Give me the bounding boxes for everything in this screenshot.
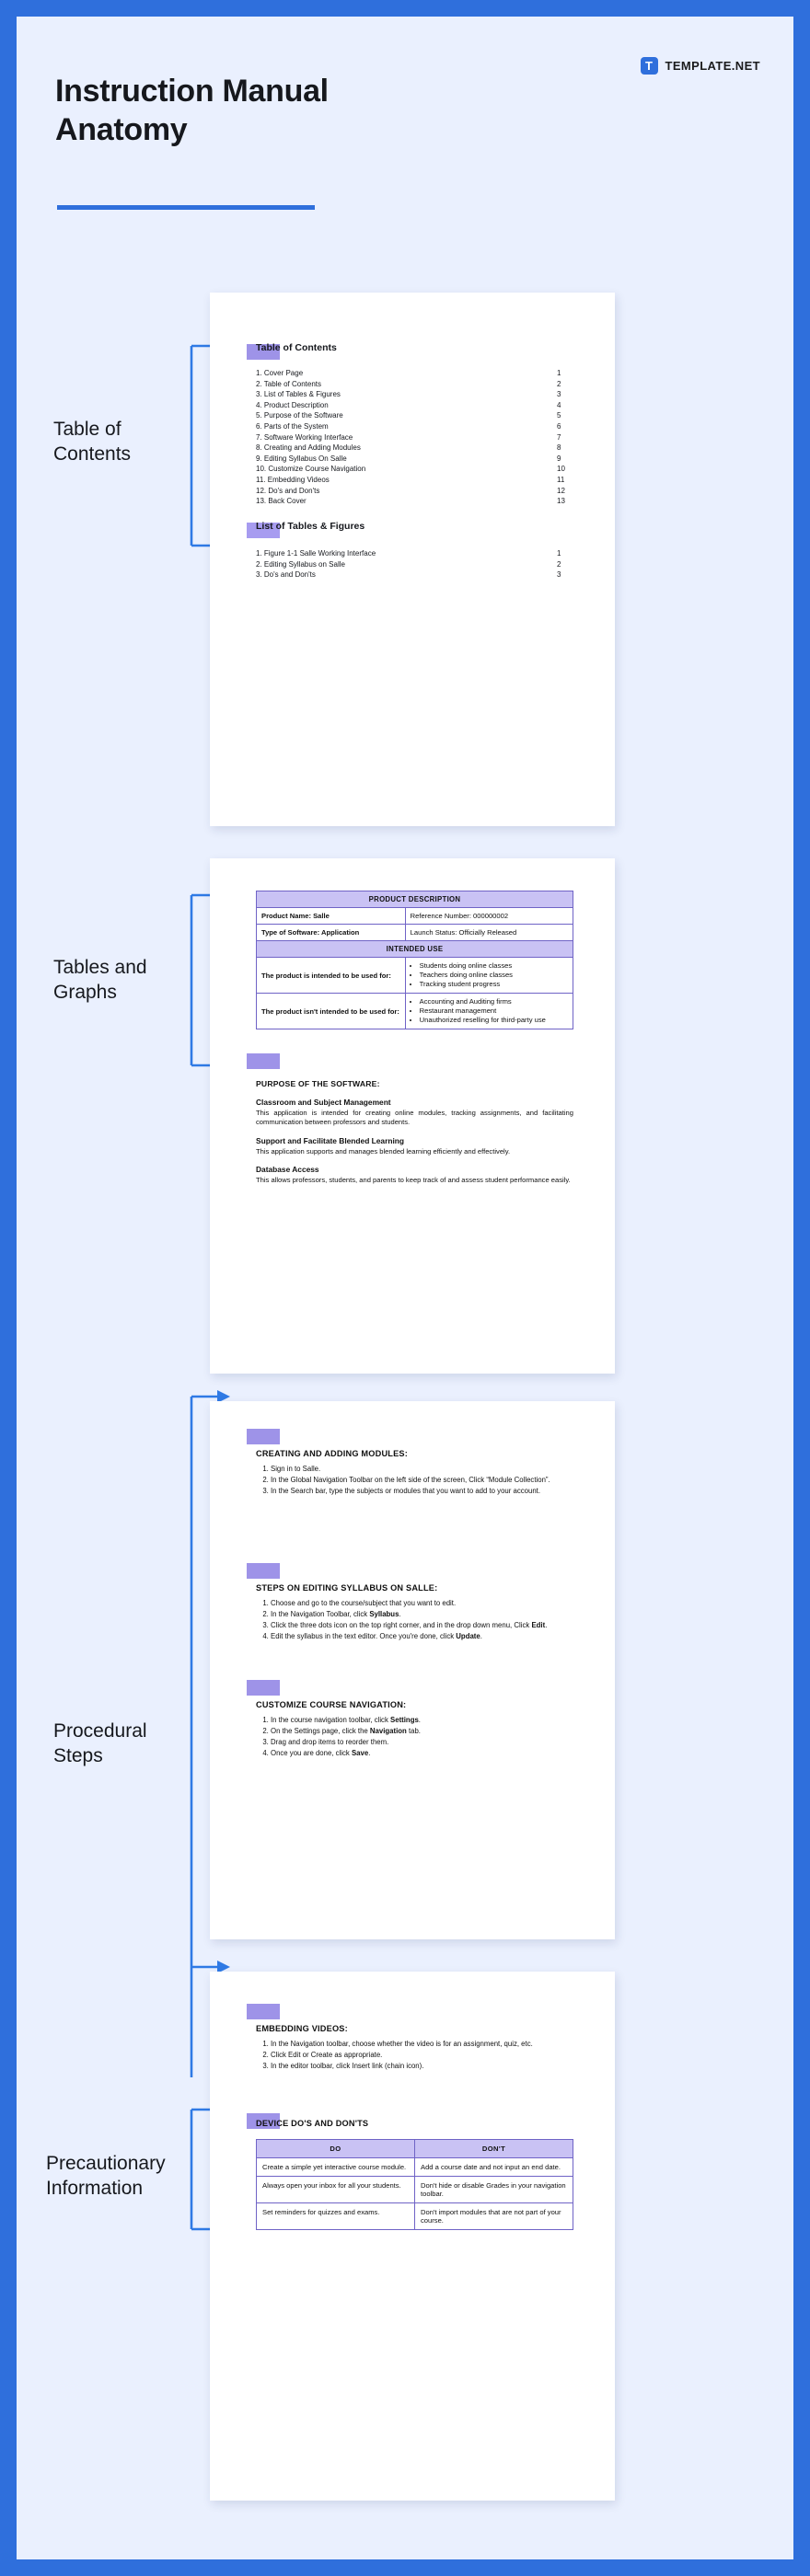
- purpose-block: [256, 1165, 573, 1185]
- donts-col-dont: DON'T: [415, 2140, 573, 2158]
- purpose-section: [256, 1079, 573, 1194]
- navigation-section: [256, 1700, 573, 1759]
- list-item: • Tracking student progress: [420, 980, 568, 988]
- donts-heading: DEVICE DO'S AND DON'TS: [256, 2119, 369, 2128]
- toc-list: [256, 368, 573, 507]
- step-item: 2. On the Settings page, click the Navigation tab.: [271, 1726, 573, 1736]
- list-item-page: 1: [557, 369, 561, 377]
- syllabus-section: [256, 1583, 573, 1642]
- step-item: 3. In the editor toolbar, click Insert link (chain icon).: [271, 2061, 573, 2071]
- annotation-line2: Information: [46, 2178, 144, 2199]
- annotation-line1: Tables and: [53, 957, 147, 978]
- list-item-label: 5. Purpose of the Software: [256, 411, 343, 420]
- purpose-heading: PURPOSE OF THE SOFTWARE:: [256, 1079, 380, 1088]
- figures-heading: List of Tables & Figures: [256, 521, 365, 532]
- list-item-page: 9: [557, 454, 561, 463]
- list-item: [256, 432, 573, 443]
- table-cell: Create a simple yet interactive course module.: [257, 2158, 415, 2177]
- brand-logo: [641, 57, 761, 75]
- step-item: 2. In the Global Navigation Toolbar on the left side of the screen, Click “Module Collection”.: [271, 1475, 573, 1485]
- list-item-label: 7. Software Working Interface: [256, 432, 353, 442]
- software-type-cell: Type of Software: Application: [257, 925, 406, 941]
- reference-number-cell: Reference Number: 000000002: [405, 908, 573, 925]
- product-table-title: PRODUCT DESCRIPTION: [257, 891, 573, 908]
- list-item-label: 8. Creating and Adding Modules: [256, 443, 361, 453]
- list-item-page: 6: [557, 421, 561, 431]
- step-item: 1. In the Navigation toolbar, choose whether the video is for an assignment, quiz, etc.: [271, 2039, 573, 2049]
- title-underline: [57, 205, 315, 210]
- purpose-block-body: This application supports and manages blended learning efficiently and effectively.: [256, 1146, 511, 1156]
- list-item-page: 11: [557, 475, 565, 484]
- navigation-heading: CUSTOMIZE COURSE NAVIGATION:: [256, 1700, 407, 1709]
- step-item: 2. In the Navigation Toolbar, click Syllabus.: [271, 1609, 573, 1619]
- table-cell: Don't hide or disable Grades in your navigation toolbar.: [415, 2177, 573, 2203]
- list-item-page: 3: [557, 390, 561, 399]
- section-tab-videos: [247, 2004, 280, 2019]
- list-item: [256, 368, 573, 379]
- not-intended-use-label: The product isn't intended to be used for:: [257, 994, 406, 1029]
- poster-canvas: [17, 17, 793, 2559]
- document-page-toc: [210, 293, 615, 826]
- purpose-block-title: Database Access: [256, 1165, 319, 1175]
- modules-section: [256, 1449, 573, 1497]
- purpose-block: [256, 1098, 573, 1128]
- section-tab-syllabus: [247, 1563, 280, 1579]
- list-item: [256, 569, 573, 581]
- document-page-precautions: [210, 1972, 615, 2501]
- document-page-tables: [210, 858, 615, 1374]
- list-item-page: 7: [557, 432, 561, 442]
- purpose-block: [256, 1136, 573, 1156]
- list-item-label: 3. List of Tables & Figures: [256, 390, 341, 399]
- section-tab-navigation: [247, 1680, 280, 1696]
- annotation-line1: Table of: [53, 419, 122, 440]
- annotation-tables-graphs: [53, 955, 201, 1005]
- donts-section: [256, 2119, 573, 2230]
- videos-heading: EMBEDDING VIDEOS:: [256, 2024, 348, 2033]
- list-item: [256, 400, 573, 411]
- list-item: [256, 486, 573, 497]
- list-item: [256, 454, 573, 465]
- list-item: • Students doing online classes: [420, 961, 568, 970]
- purpose-block-body: This application is intended for creating online modules, tracking assignments, and facilitating communication between professors and students.: [256, 1109, 573, 1127]
- table-cell: Add a course date and not input an end date.: [415, 2158, 573, 2177]
- annotation-line2: Steps: [53, 1745, 103, 1766]
- list-item-page: 13: [557, 497, 565, 506]
- list-item: [256, 443, 573, 454]
- intended-use-header: INTENDED USE: [257, 941, 573, 958]
- table-row: [257, 2177, 573, 2203]
- list-item-page: 3: [557, 570, 561, 580]
- list-item-page: 2: [557, 559, 561, 569]
- annotation-precautionary-information: [46, 2151, 212, 2201]
- list-item: • Accounting and Auditing firms: [420, 997, 568, 1006]
- list-item-label: 4. Product Description: [256, 400, 329, 409]
- list-item-label: 1. Cover Page: [256, 369, 304, 377]
- table-cell: Always open your inbox for all your students.: [257, 2177, 415, 2203]
- intended-use-label: The product is intended to be used for:: [257, 958, 406, 994]
- list-item: [256, 559, 573, 570]
- intended-use-list: [405, 958, 573, 994]
- product-name-cell: Product Name: Salle: [257, 908, 406, 925]
- donts-table: [256, 2139, 573, 2230]
- list-item: [256, 389, 573, 400]
- list-item-page: 12: [557, 486, 565, 495]
- list-item: [256, 379, 573, 390]
- table-row: [257, 2158, 573, 2177]
- brand-name: TEMPLATE.NET: [665, 59, 760, 73]
- step-item: 4. Edit the syllabus in the text editor. Once you're done, click Update.: [271, 1631, 573, 1641]
- list-item: [256, 496, 573, 507]
- list-item-label: 10. Customize Course Navigation: [256, 465, 366, 474]
- list-item-page: 2: [557, 379, 561, 388]
- page-title-line1: Instruction Manual: [55, 74, 329, 109]
- list-item-label: 2. Editing Syllabus on Salle: [256, 559, 345, 569]
- list-item-page: 5: [557, 411, 561, 420]
- annotation-line1: Procedural: [53, 1720, 147, 1742]
- list-item-label: 13. Back Cover: [256, 497, 307, 506]
- list-item-label: 1. Figure 1-1 Salle Working Interface: [256, 549, 376, 558]
- annotation-table-of-contents: [53, 417, 191, 466]
- step-item: 2. Click Edit or Create as appropriate.: [271, 2050, 573, 2060]
- list-item: • Unauthorized reselling for third-party use: [420, 1016, 568, 1024]
- page-title: [55, 72, 329, 149]
- figures-list: [256, 548, 573, 581]
- list-item-label: 3. Do's and Don'ts: [256, 570, 316, 580]
- section-tab-modules: [247, 1429, 280, 1444]
- not-intended-use-list: [405, 994, 573, 1029]
- list-item: [256, 421, 573, 432]
- step-item: 1. Choose and go to the course/subject that you want to edit.: [271, 1598, 573, 1608]
- list-item: • Teachers doing online classes: [420, 971, 568, 979]
- list-item-label: 2. Table of Contents: [256, 379, 322, 388]
- list-item-label: 11. Embedding Videos: [256, 475, 330, 484]
- donts-col-do: DO: [257, 2140, 415, 2158]
- brand-mark-icon: T: [641, 57, 658, 75]
- list-item-label: 9. Editing Syllabus On Salle: [256, 454, 347, 463]
- annotation-procedural-steps: [53, 1719, 201, 1768]
- list-item-page: 4: [557, 400, 561, 409]
- list-item-label: 12. Do's and Don'ts: [256, 486, 320, 495]
- step-item: 3. In the Search bar, type the subjects or modules that you want to add to your account.: [271, 1486, 573, 1496]
- step-item: 4. Once you are done, click Save.: [271, 1748, 573, 1758]
- list-item-page: 10: [557, 465, 565, 474]
- toc-heading: Table of Contents: [256, 342, 337, 353]
- document-page-procedures: [210, 1401, 615, 1939]
- page-title-line2: Anatomy: [55, 112, 188, 147]
- list-item: [256, 410, 573, 421]
- list-item-page: 8: [557, 443, 561, 453]
- list-item: • Restaurant management: [420, 1006, 568, 1015]
- list-item: [256, 548, 573, 559]
- step-item: 3. Drag and drop items to reorder them.: [271, 1737, 573, 1747]
- table-cell: Don't import modules that are not part of your course.: [415, 2203, 573, 2230]
- purpose-block-title: Support and Facilitate Blended Learning: [256, 1135, 405, 1145]
- launch-status-cell: Launch Status: Officially Released: [405, 925, 573, 941]
- videos-section: [256, 2024, 573, 2072]
- list-item: [256, 475, 573, 486]
- step-item: 1. In the course navigation toolbar, click Settings.: [271, 1715, 573, 1725]
- product-description-table: [256, 891, 573, 1029]
- list-item-page: 1: [557, 549, 561, 558]
- list-item-label: 6. Parts of the System: [256, 421, 329, 431]
- step-item: 3. Click the three dots icon on the top right corner, and in the drop down menu, Click Edit.: [271, 1620, 573, 1630]
- annotation-line1: Precautionary: [46, 2153, 166, 2174]
- purpose-block-title: Classroom and Subject Management: [256, 1098, 391, 1107]
- modules-heading: CREATING AND ADDING MODULES:: [256, 1449, 409, 1458]
- annotation-line2: Contents: [53, 443, 132, 465]
- list-item: [256, 464, 573, 475]
- section-tab-purpose: [247, 1053, 280, 1069]
- step-item: 1. Sign in to Salle.: [271, 1464, 573, 1474]
- purpose-block-body: This allows professors, students, and parents to keep track of and assess student performance easily.: [256, 1176, 571, 1185]
- table-row: [257, 2203, 573, 2230]
- annotation-line2: Graphs: [53, 982, 117, 1003]
- syllabus-heading: STEPS ON EDITING SYLLABUS ON SALLE:: [256, 1583, 438, 1593]
- table-cell: Set reminders for quizzes and exams.: [257, 2203, 415, 2230]
